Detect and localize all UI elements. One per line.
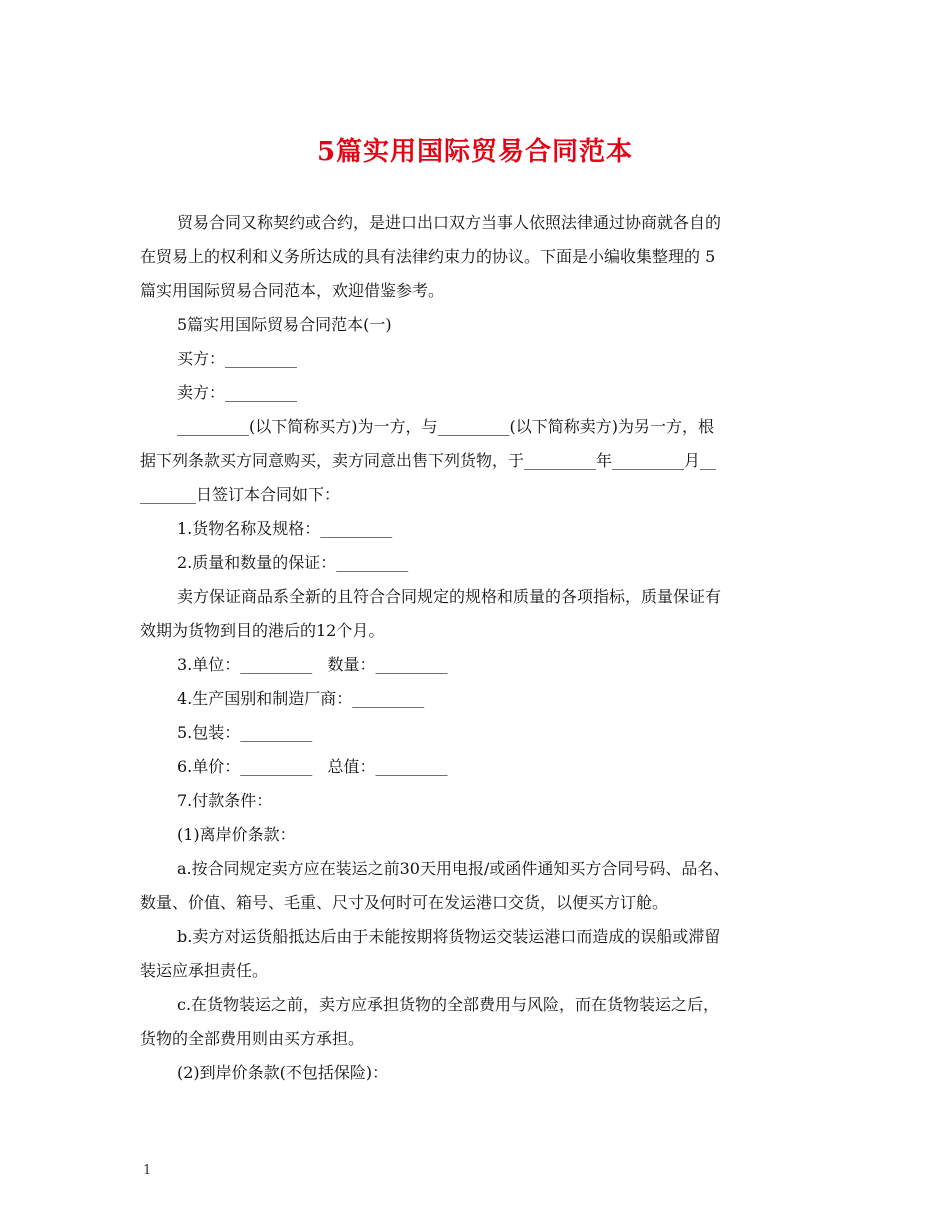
text-line: (1)离岸价条款： xyxy=(177,825,296,844)
text-line: a.按合同规定卖方应在装运之前30天用电报/或函件通知买方合同号码、品名、 xyxy=(177,859,730,878)
page-number: 1 xyxy=(143,1163,152,1178)
text-line: 效期为货物到目的港后的12个月。 xyxy=(140,621,385,640)
text-line: 1.货物名称及规格：_________ xyxy=(177,519,393,538)
document-body xyxy=(140,206,820,1090)
text-line: 货物的全部费用则由买方承担。 xyxy=(140,1029,365,1048)
text-line: 5篇实用国际贸易合同范本(一) xyxy=(177,315,392,334)
text-line: 2.质量和数量的保证：_________ xyxy=(177,553,409,572)
text-line: 在贸易上的权利和义务所达成的具有法律约束力的协议。下面是小编收集整理的 5 xyxy=(140,247,716,266)
text-line: 4.生产国别和制造厂商：_________ xyxy=(177,689,425,708)
text-line: 卖方保证商品系全新的且符合合同规定的规格和质量的各项指标，质量保证有 xyxy=(177,587,722,606)
text-line: 买方：_________ xyxy=(177,349,298,368)
text-line: c.在货物装运之前，卖方应承担货物的全部费用与风险，而在货物装运之后， xyxy=(177,995,720,1014)
text-line: 5.包装：_________ xyxy=(177,723,313,742)
text-line: 篇实用国际贸易合同范本，欢迎借鉴参考。 xyxy=(140,281,445,300)
text-line: 3.单位：_________ 数量：_________ xyxy=(177,655,448,674)
document-title: 5篇实用国际贸易合同范本 xyxy=(316,137,634,167)
text-line: (2)到岸价条款(不包括保险)： xyxy=(177,1063,389,1082)
text-line: 数量、价值、箱号、毛重、尺寸及何时可在发运港口交货，以便买方订舱。 xyxy=(140,893,669,912)
text-line: 据下列条款买方同意购买，卖方同意出售下列货物，于_________年_________月__ xyxy=(140,451,717,470)
text-line: 卖方：_________ xyxy=(177,383,298,402)
text-line: _________(以下简称买方)为一方，与_________(以下简称卖方)为另一方，根 xyxy=(177,417,714,436)
text-line: b.卖方对运货船抵达后由于未能按期将货物运交装运港口而造成的误船或滞留 xyxy=(177,927,721,946)
text-line: 装运应承担责任。 xyxy=(140,961,269,980)
text-line: 7.付款条件： xyxy=(177,791,273,810)
text-line: 贸易合同又称契约或合约，是进口出口双方当事人依照法律通过协商就各自的 xyxy=(177,213,722,232)
text-line: 6.单价：_________ 总值：_________ xyxy=(177,757,448,776)
text-line: _______日签订本合同如下： xyxy=(140,485,341,504)
